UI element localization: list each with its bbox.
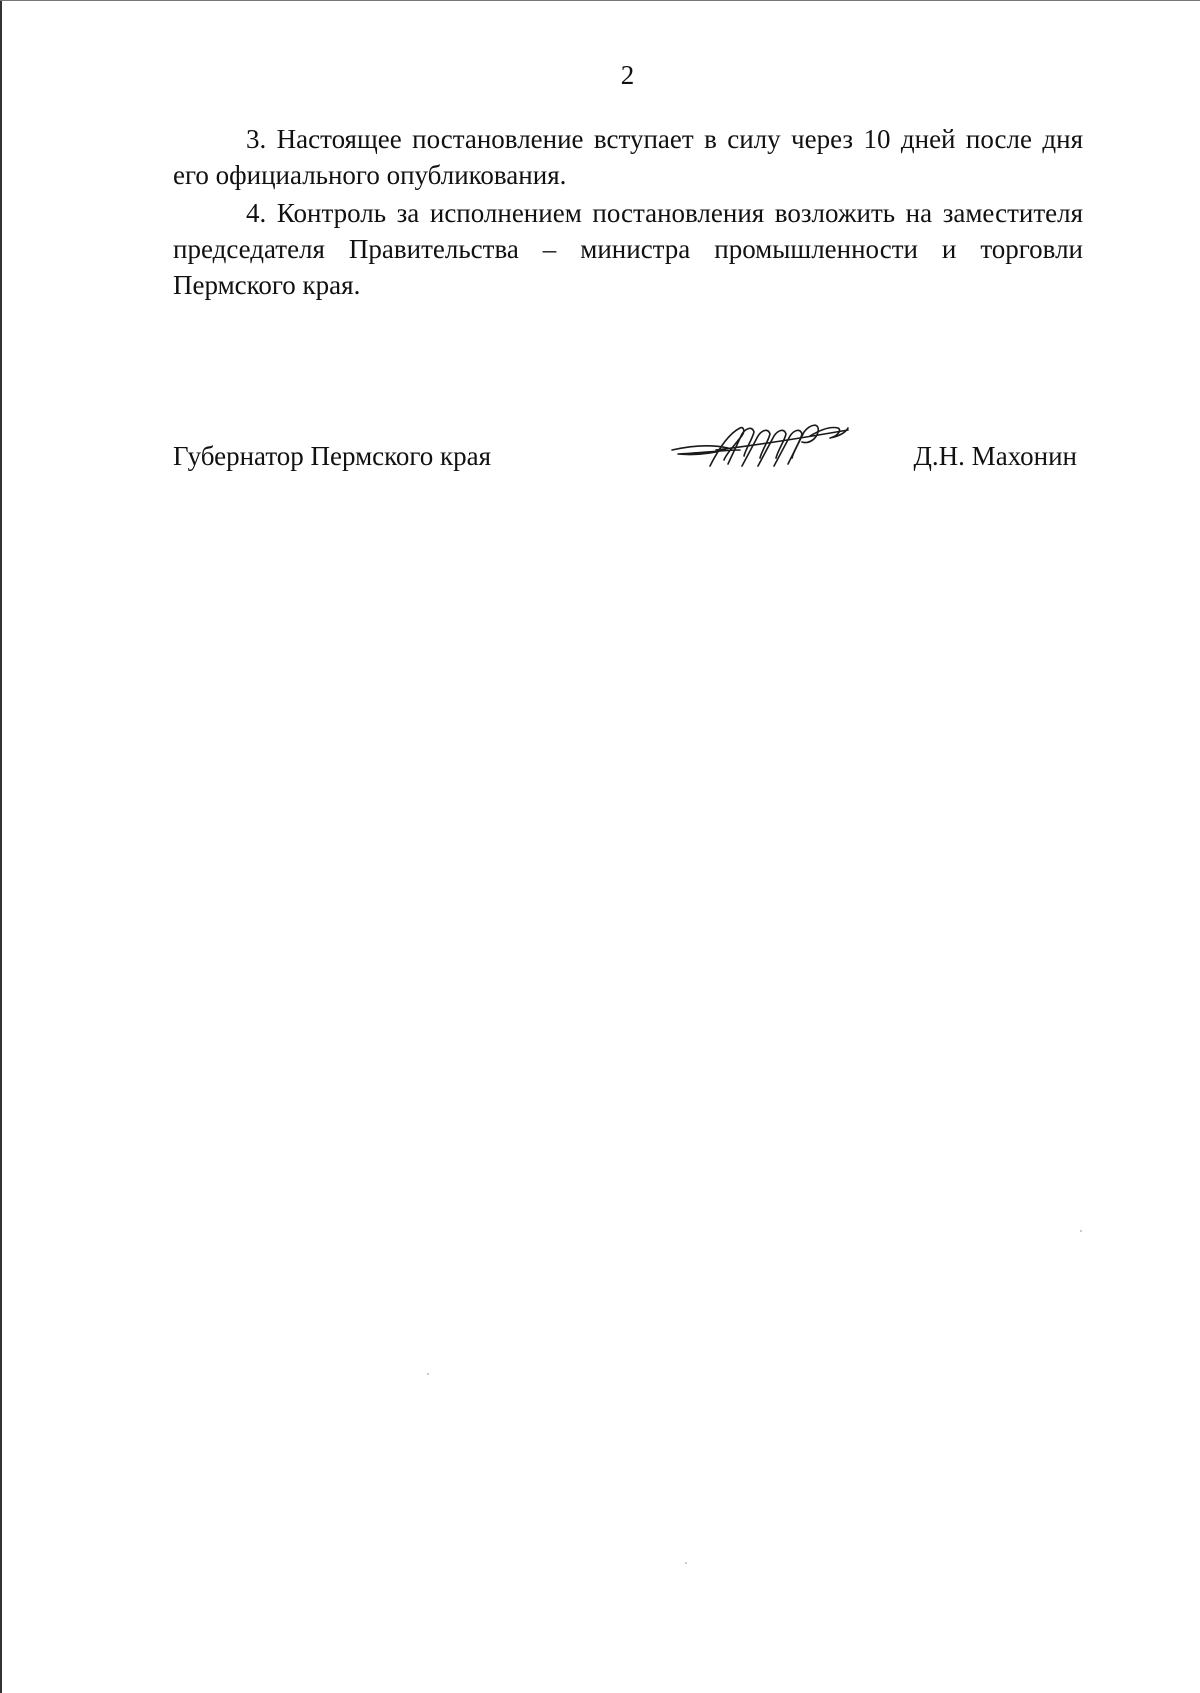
page-number: 2: [620, 60, 635, 90]
scan-edge-left: [0, 0, 2, 1693]
signatory-title: Губернатор Пермского края: [173, 441, 492, 471]
document-body: [173, 121, 1083, 303]
handwritten-signature: [670, 420, 850, 476]
scan-speck: [427, 1373, 429, 1375]
scan-speck: [685, 1562, 687, 1564]
paragraph-3: 3. Настоящее постановление вступает в силу через 10 дней после дня его официального опубликования.: [173, 124, 1083, 190]
paragraph-4: 4. Контроль за исполнением постановления возложить на заместителя председателя Правительства – министра промышленности и торговли Пермского края.: [173, 198, 1083, 300]
signatory-name: Д.Н. Махонин: [913, 441, 1077, 471]
scan-speck: [1080, 1230, 1082, 1232]
signature-block: [173, 420, 1077, 480]
scan-edge-top: [0, 0, 1200, 1]
